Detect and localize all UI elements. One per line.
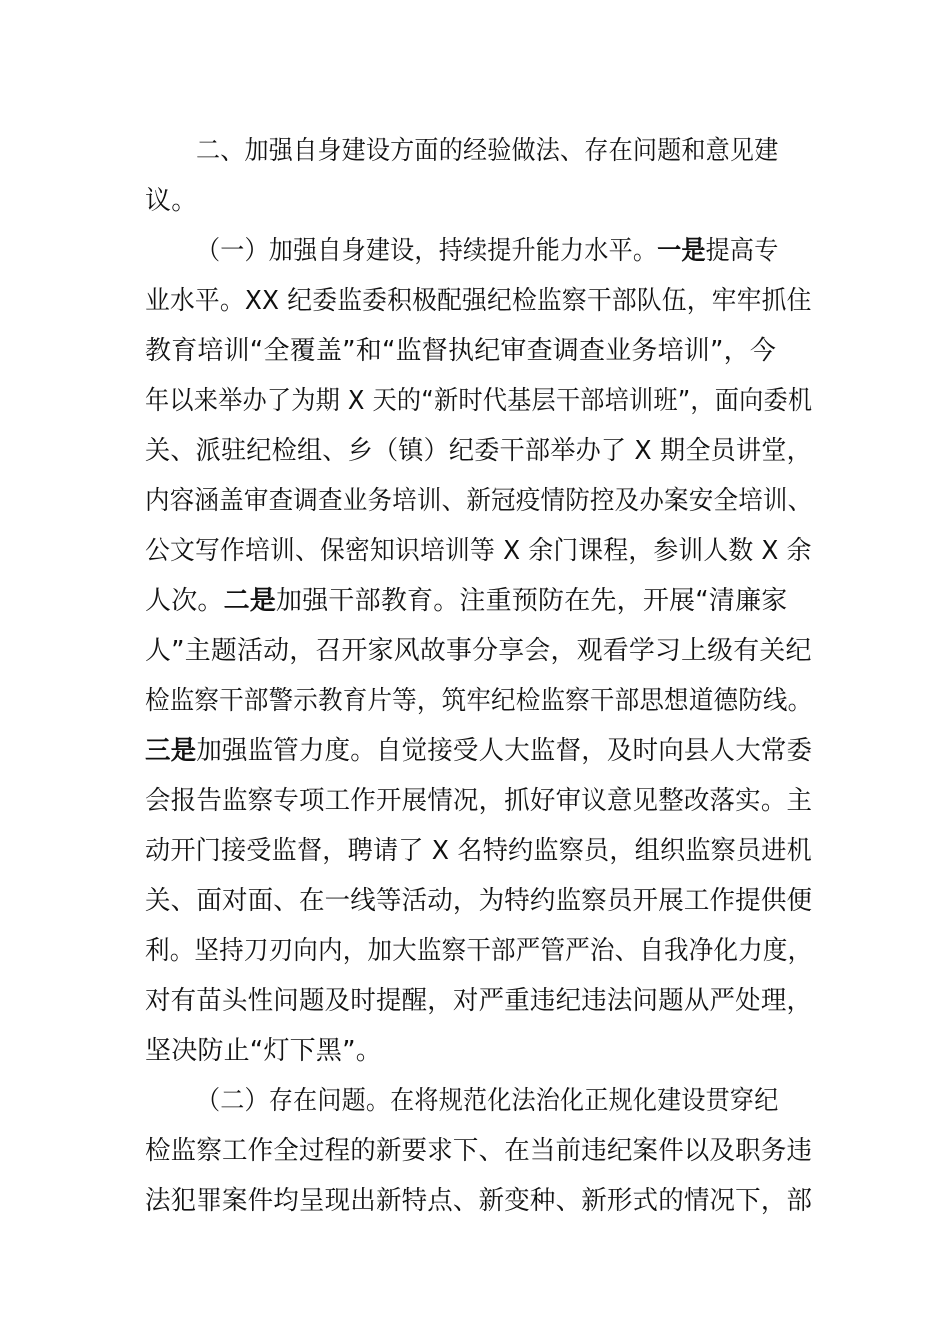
section1-line-11 [145, 726, 813, 776]
section1-line-14: 关、面对面、在一线等活动，为特约监察员开展工作提供便 [145, 886, 813, 916]
section1-line-16: 对有苗头性问题及时提醒，对严重违纪违法问题从严处理， [145, 986, 813, 1016]
section1-line-2: 业水平。XX 纪委监委积极配强纪检监察干部队伍，牢牢抓住 [145, 286, 812, 316]
section1-subheading: （一）加强自身建设，持续提升能力水平。 [196, 236, 658, 266]
point-three-marker: 三是 [145, 736, 197, 766]
heading-line-2: 议。 [145, 186, 198, 216]
section1-line-15: 利。坚持刀刃向内，加大监察干部严管严治、自我净化力度， [145, 936, 813, 966]
section1-line-13: 动开门接受监督，聘请了 X 名特约监察员，组织监察员进机 [145, 836, 812, 866]
point-two-text: 加强干部教育。注重预防在先，开展“清廉家 [276, 586, 788, 616]
section1-line-1 [196, 226, 812, 276]
section2-line-1: （二）存在问题。在将规范化法治化正规化建设贯穿纪 [196, 1086, 779, 1116]
point-one-marker: 一是 [657, 236, 706, 266]
section1-line-6: 内容涵盖审查调查业务培训、新冠疫情防控及办案安全培训、 [145, 486, 813, 516]
section2-line-3: 法犯罪案件均呈现出新特点、新变种、新形式的情况下，部 [145, 1186, 813, 1216]
section1-line-5: 关、派驻纪检组、乡（镇）纪委干部举办了 X 期全员讲堂， [145, 436, 812, 466]
section1-line-12: 会报告监察专项工作开展情况，抓好审议意见整改落实。主 [145, 786, 813, 816]
point-three-text: 加强监管力度。自觉接受人大监督，及时向县人大常委 [196, 736, 813, 766]
section1-line-9: 人”主题活动，召开家风故事分享会，观看学习上级有关纪 [145, 636, 812, 666]
section1-line-8 [145, 576, 810, 626]
section1-line-7: 公文写作培训、保密知识培训等 X 余门课程，参训人数 X 余 [145, 536, 812, 566]
heading-line-1: 二、加强自身建设方面的经验做法、存在问题和意见建 [196, 136, 779, 166]
section1-line-3: 教育培训“全覆盖”和“监督执纪审查调查业务培训”，今 [145, 336, 777, 366]
section2-line-2: 检监察工作全过程的新要求下、在当前违纪案件以及职务违 [145, 1136, 813, 1166]
point-one-text: 提高专 [705, 236, 779, 266]
section1-line-10: 检监察干部警示教育片等，筑牢纪检监察干部思想道德防线。 [145, 686, 813, 716]
point-one-tail: 人次。 [145, 586, 224, 616]
point-two-marker: 二是 [223, 586, 277, 616]
section1-line-4: 年以来举办了为期 X 天的“新时代基层干部培训班”，面向委机 [145, 386, 813, 416]
section1-line-17: 坚决防止“灯下黑”。 [145, 1036, 382, 1066]
